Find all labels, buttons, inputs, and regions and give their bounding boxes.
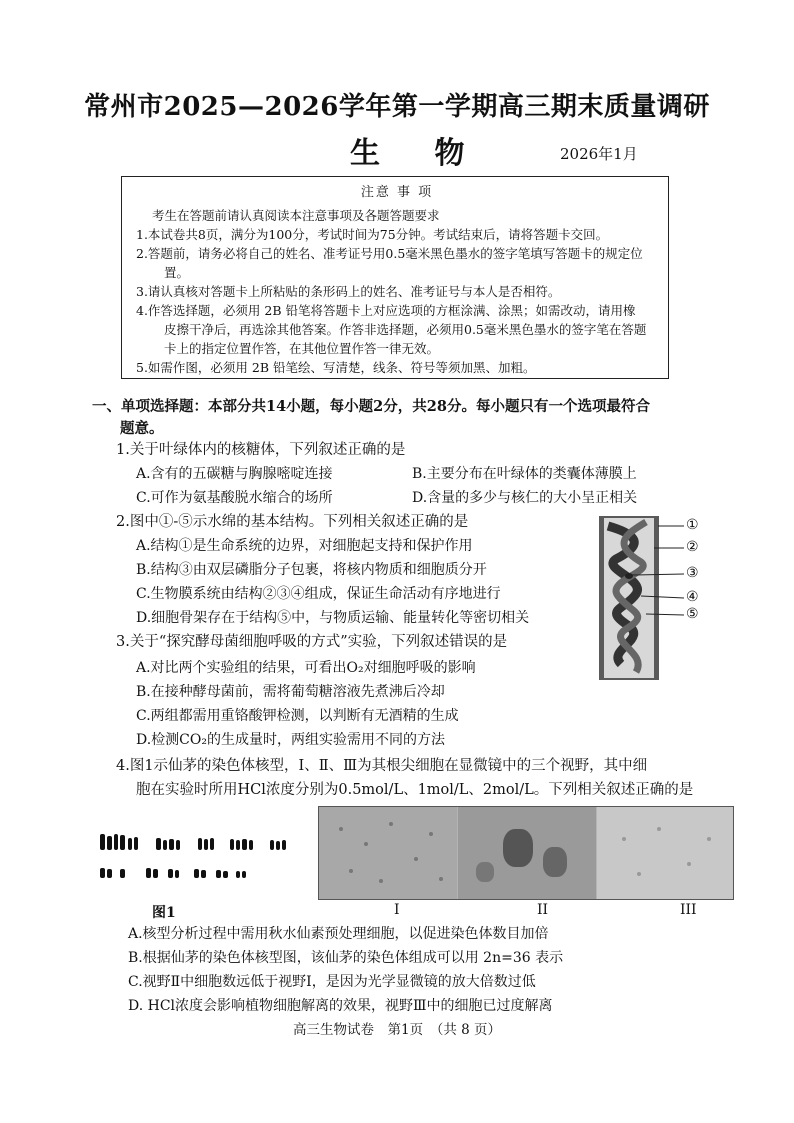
- label-1: ①: [686, 517, 699, 533]
- nucleus: [625, 573, 633, 579]
- q3-option-b: B.在接种酵母菌前，需将葡萄糖溶液先煮沸后冷却: [136, 684, 445, 700]
- notice-item-4-cont1: 皮擦干净后，再选涂其他答案。作答非选择题，必须用0.5毫米黑色墨水的签字笔在答题: [164, 322, 647, 337]
- section-heading-line1: 一、单项选择题：本部分共14小题，每小题2分，共28分。每小题只有一个选项最符合: [92, 398, 650, 415]
- cell-dot: [429, 832, 433, 836]
- q2-stem: 2.图中①-⑤示水绵的基本结构。下列相关叙述正确的是: [116, 514, 469, 530]
- q4-option-c: C.视野Ⅱ中细胞数远低于视野Ⅰ，是因为光学显微镜的放大倍数过低: [128, 974, 536, 990]
- q4-option-a: A.核型分析过程中需用秋水仙素预处理细胞，以促进染色体数目加倍: [128, 926, 549, 942]
- label-3: ③: [686, 565, 699, 581]
- q3-stem: 3.关于“探究酵母菌细胞呼吸的方式”实验，下列叙述错误的是: [116, 634, 508, 650]
- chromosome-row-2: [100, 868, 246, 878]
- cell-dot: [657, 827, 661, 831]
- q1-option-a: A.含有的五碳糖与胸腺嘧啶连接: [136, 466, 333, 482]
- micrograph-panel-iii: [597, 807, 733, 899]
- cell-dot: [389, 822, 393, 826]
- cell-dot: [379, 879, 383, 883]
- caption-ii: II: [537, 902, 549, 918]
- chromosome-row-1: [100, 834, 286, 850]
- cell-dot: [707, 837, 711, 841]
- notice-item-2: 2.答题前，请务必将自己的姓名、准考证号用0.5毫米黑色墨水的签字笔填写答题卡的规定位: [136, 246, 643, 261]
- subject-title: 生 物: [350, 136, 487, 171]
- label-4: ④: [686, 589, 699, 605]
- q2-option-b: B.结构③由双层磷脂分子包裹，将核内物质和细胞质分开: [136, 562, 487, 578]
- caption-fig1: 图1: [152, 905, 176, 921]
- q3-option-c: C.两组都需用重铬酸钾检测，以判断有无酒精的生成: [136, 708, 459, 724]
- page-footer: 高三生物试卷 第1页 （共 8 页）: [292, 1022, 501, 1038]
- q2-option-d: D.细胞骨架存在于结构⑤中，与物质运输、能量转化等密切相关: [136, 610, 530, 626]
- q1-option-b: B.主要分布在叶绿体的类囊体薄膜上: [412, 466, 637, 482]
- caption-i: I: [394, 902, 400, 918]
- notice-item-1: 1.本试卷共8页，满分为100分，考试时间为75分钟。考试结束后，请将答题卡交回。: [136, 227, 609, 242]
- caption-iii: III: [680, 902, 697, 918]
- cell-dot: [339, 827, 343, 831]
- micrograph-panel-i: [319, 807, 457, 899]
- q4-option-b: B.根据仙茅的染色体核型图，该仙茅的染色体组成可以用 2n=36 表示: [128, 950, 564, 966]
- notice-item-5: 5.如需作图，必须用 2B 铅笔绘、写清楚，线条、符号等须加黑、加粗。: [136, 360, 536, 375]
- q4-option-d: D. HCl浓度会影响植物细胞解离的效果，视野Ⅲ中的细胞已过度解离: [128, 998, 553, 1014]
- label-5: ⑤: [686, 606, 699, 622]
- exam-title: 常州市2025—2026学年第一学期高三期末质量调研: [84, 92, 710, 122]
- cell-dot: [364, 842, 368, 846]
- cell-dot: [637, 872, 641, 876]
- notice-intro: 考生在答题前请认真阅读本注意事项及各题答题要求: [152, 208, 440, 223]
- micrograph-strip: [318, 806, 734, 900]
- cell-large: [503, 829, 533, 867]
- exam-date: 2026年1月: [560, 145, 638, 163]
- label-2: ②: [686, 539, 699, 555]
- section-heading: [92, 396, 732, 440]
- notice-box: [121, 176, 669, 379]
- q4-stem-line1: 4.图1示仙茅的染色体核型，Ⅰ、Ⅱ、Ⅲ为其根尖细胞在显微镜中的三个视野，其中细: [116, 758, 648, 774]
- karyotype-figure: [96, 828, 306, 898]
- q4-stem-line2: 胞在实验时所用HCl浓度分别为0.5mol/L、1mol/L、2mol/L。下列相关叙述正确的是: [136, 782, 694, 798]
- notice-item-2-cont: 置。: [164, 265, 190, 280]
- cell-dot: [349, 869, 353, 873]
- q1-option-c: C.可作为氨基酸脱水缩合的场所: [136, 490, 333, 506]
- q1-stem: 1.关于叶绿体内的核糖体，下列叙述正确的是: [116, 442, 406, 458]
- q1-option-d: D.含量的多少与核仁的大小呈正相关: [412, 490, 638, 506]
- q2-option-c: C.生物膜系统由结构②③④组成，保证生命活动有序地进行: [136, 586, 501, 602]
- cell-large: [543, 847, 567, 877]
- cell-dot: [687, 862, 691, 866]
- q3-option-a: A.对比两个实验组的结果，可看出O₂对细胞呼吸的影响: [136, 660, 476, 676]
- cell-dot: [439, 877, 443, 881]
- section-heading-line2: 题意。: [120, 420, 164, 437]
- spirogyra-figure: [596, 514, 706, 682]
- notice-item-3: 3.请认真核对答题卡上所粘贴的条形码上的姓名、准考证号与本人是否相符。: [136, 284, 561, 299]
- micrograph-panel-ii: [458, 807, 596, 899]
- cell-dot: [622, 837, 626, 841]
- cell-dot: [414, 857, 418, 861]
- q3-option-d: D.检测CO₂的生成量时，两组实验需用不同的方法: [136, 732, 445, 748]
- karyotype-illustration: [96, 828, 306, 898]
- notice-item-4: 4.作答选择题，必须用 2B 铅笔将答题卡上对应选项的方框涂满、涂黑；如需改动，请用橡: [136, 303, 636, 318]
- notice-heading: 注意 事 项: [360, 185, 434, 200]
- q2-option-a: A.结构①是生命系统的边界，对细胞起支持和保护作用: [136, 538, 473, 554]
- notice-item-4-cont2: 卡上的指定位置作答，在其他位置作答一律无效。: [164, 341, 440, 356]
- cell-large: [476, 862, 494, 882]
